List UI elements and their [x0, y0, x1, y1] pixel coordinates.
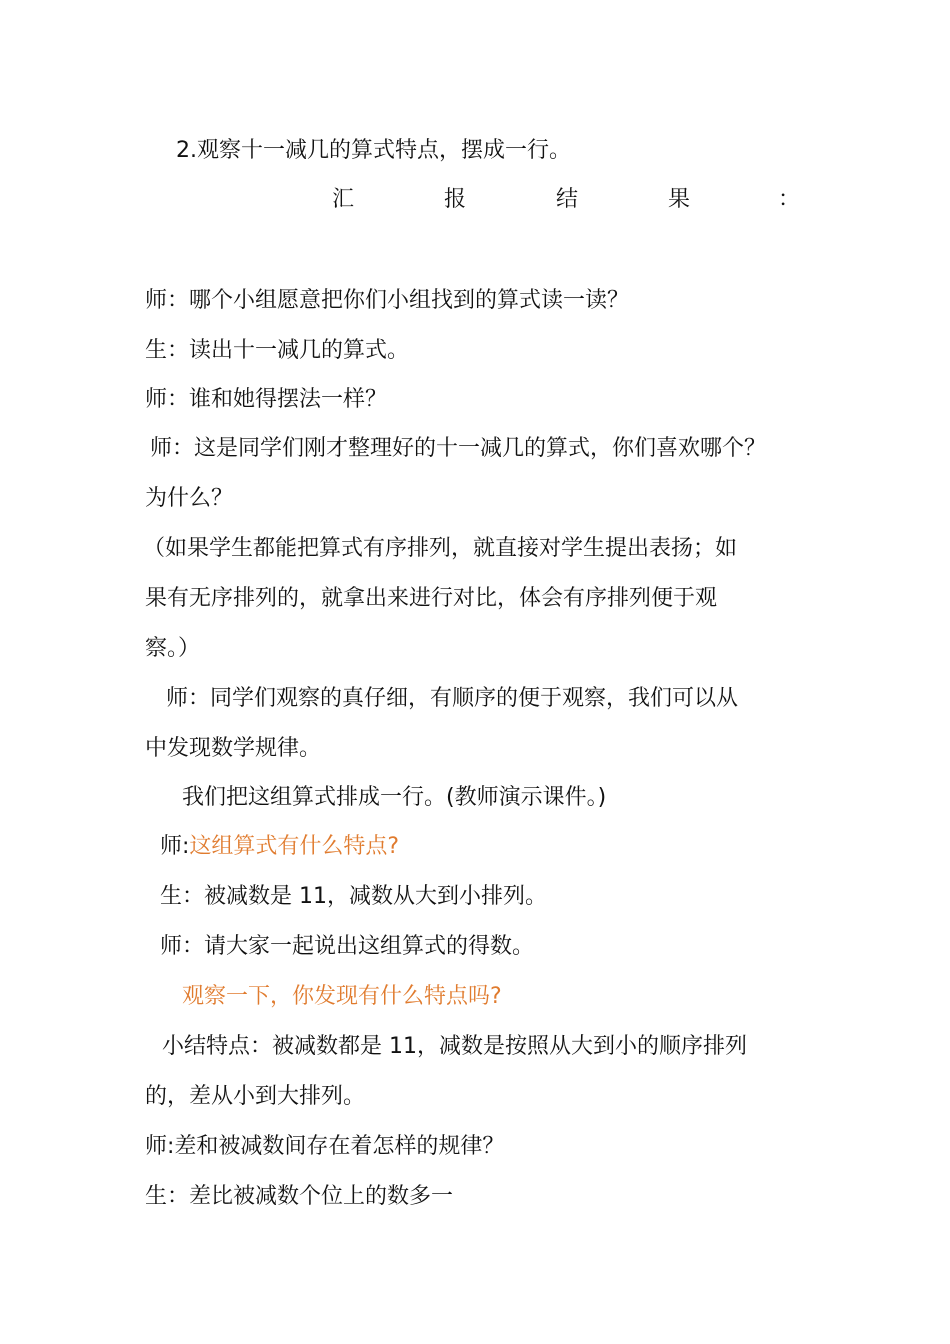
- paragraph-line: 师：这是同学们刚才整理好的十一减几的算式，你们喜欢哪个？: [150, 436, 767, 461]
- heading-char: 报: [444, 187, 467, 212]
- paragraph-line: 中发现数学规律。: [145, 736, 322, 761]
- paragraph-line: 师：哪个小组愿意把你们小组找到的算式读一读？: [145, 288, 630, 313]
- highlighted-question: 这组算式有什么特点?: [189, 834, 400, 859]
- heading-char: 结: [556, 187, 579, 212]
- paragraph-line: 师：同学们观察的真仔细，有顺序的便于观察，我们可以从: [166, 686, 739, 711]
- paragraph-line: 生：被减数是 11，减数从大到小排列。: [160, 884, 547, 909]
- question-line: [160, 832, 399, 862]
- paragraph-line: 的，差从小到大排列。: [145, 1084, 366, 1109]
- paragraph-line: 察。）: [145, 636, 201, 661]
- paragraph-line: 果有无序排列的，就拿出来进行对比，体会有序排列便于观: [145, 586, 718, 611]
- paragraph-line: 生：读出十一减几的算式。: [145, 338, 410, 363]
- paragraph-line: 为什么？: [145, 486, 234, 511]
- paragraph-line: 生：差比被减数个位上的数多一: [145, 1184, 454, 1209]
- highlighted-question: 观察一下，你发现有什么特点吗?: [182, 984, 502, 1009]
- speaker-label: 师:: [160, 834, 190, 859]
- paragraph-line: 师:差和被减数间存在着怎样的规律？: [145, 1134, 505, 1159]
- paragraph-line: 我们把这组算式排成一行。(教师演示课件。): [182, 785, 607, 810]
- section-title: 2.观察十一减几的算式特点，摆成一行。: [176, 138, 571, 163]
- paragraph-line: （如果学生都能把算式有序排列，就直接对学生提出表扬；如: [143, 536, 738, 561]
- heading-char: 果: [668, 187, 691, 212]
- paragraph-line: 师：谁和她得摆法一样？: [145, 387, 388, 412]
- paragraph-line: 小结特点：被减数都是 11，减数是按照从大到小的顺序排列: [162, 1034, 747, 1059]
- paragraph-line: 师：请大家一起说出这组算式的得数。: [160, 934, 535, 959]
- heading-char: ：: [778, 187, 801, 212]
- heading-char: 汇: [332, 187, 355, 212]
